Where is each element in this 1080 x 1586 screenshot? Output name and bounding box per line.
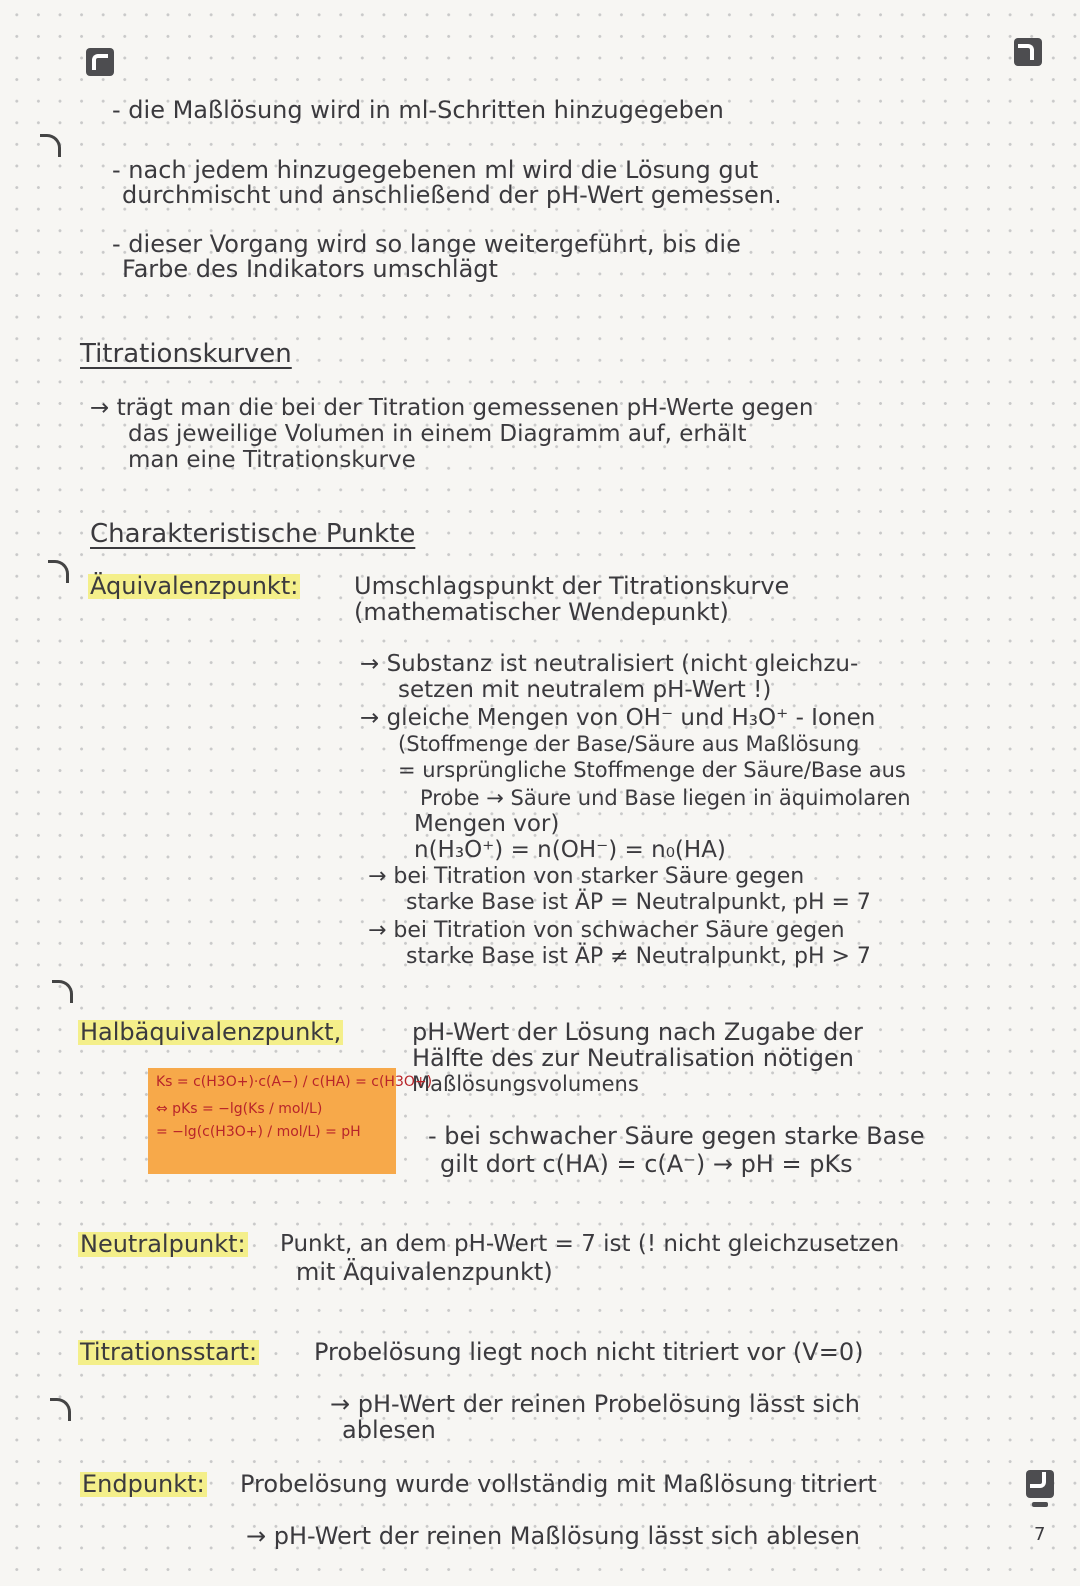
formula-box [148, 1068, 433, 1174]
neutral-point-def-1: Punkt, an dem pH-Wert = 7 ist (! nicht gleichzusetzen [280, 1231, 900, 1257]
titration-start-note-1: → pH-Wert der reinen Probelösung lässt sich [330, 1390, 861, 1418]
term-equivalence-point: Äquivalenzpunkt: [90, 572, 299, 600]
half-equivalence-note-2: gilt dort c(HA) = c(A⁻) → pH = pKs [440, 1150, 853, 1178]
section-heading-characteristic-points: Charakteristische Punkte [90, 519, 416, 549]
end-point-def: Probelösung wurde vollständig mit Maßlösung titriert [240, 1470, 877, 1498]
term-half-equivalence-point: Halbäquivalenzpunkt, [80, 1018, 342, 1046]
intro-step-1: - die Maßlösung wird in ml-Schritten hinzugegeben [112, 96, 724, 124]
top-left-corner-icon [86, 48, 114, 76]
equivalence-note-7: Mengen vor) [414, 811, 560, 837]
half-equivalence-note-1: - bei schwacher Säure gegen starke Base [428, 1122, 925, 1150]
page-marker-bar-icon [1032, 1502, 1048, 1507]
equivalence-note-6: Probe → Säure und Base liegen in äquimolaren [420, 786, 911, 810]
intro-step-2b: durchmischt und anschließend der pH-Wert gemessen. [122, 181, 782, 209]
formula-ks: Ks = c(H3O+)·c(A−) / c(HA) = c(H3O+) [156, 1074, 433, 1090]
equivalence-note-2: setzen mit neutralem pH-Wert !) [398, 677, 772, 703]
margin-hook-icon [48, 560, 69, 583]
equivalence-note-5: = ursprüngliche Stoffmenge der Säure/Base aus [398, 758, 906, 782]
equivalence-note-10: starke Base ist ÄP = Neutralpunkt, pH = 7 [406, 890, 871, 915]
section-heading-titration-curves: Titrationskurven [80, 339, 292, 369]
term-neutral-point: Neutralpunkt: [80, 1230, 246, 1258]
equivalence-note-4: (Stoffmenge der Base/Säure aus Maßlösung [398, 732, 860, 756]
neutral-point-def-2: mit Äquivalenzpunkt) [296, 1258, 553, 1286]
equivalence-point-def-1: Umschlagspunkt der Titrationskurve [354, 572, 790, 600]
equivalence-note-9: → bei Titration von starker Säure gegen [368, 864, 805, 889]
margin-hook-icon [40, 134, 61, 157]
top-right-corner-icon [1014, 38, 1042, 66]
half-equivalence-def-3: Maßlösungsvolumens [412, 1072, 639, 1096]
page-number: 7 [1034, 1524, 1046, 1545]
bottom-right-corner-icon [1026, 1470, 1054, 1498]
margin-hook-icon [52, 980, 73, 1003]
equivalence-note-11: → bei Titration von schwacher Säure gegen [368, 918, 845, 943]
equivalence-note-8: n(H₃O⁺) = n(OH⁻) = n₀(HA) [414, 837, 726, 863]
term-end-point: Endpunkt: [82, 1470, 205, 1498]
titration-curves-line-3: man eine Titrationskurve [128, 447, 416, 473]
half-equivalence-def-2: Hälfte des zur Neutralisation nötigen [412, 1044, 854, 1072]
equivalence-note-12: starke Base ist ÄP ≠ Neutralpunkt, pH > 7 [406, 944, 871, 969]
equivalence-point-def-2: (mathematischer Wendepunkt) [354, 598, 729, 626]
end-point-note: → pH-Wert der reinen Maßlösung lässt sich ablesen [246, 1522, 860, 1550]
titration-start-def: Probelösung liegt noch nicht titriert vor (V=0) [314, 1338, 864, 1366]
titration-curves-line-1: → trägt man die bei der Titration gemessenen pH-Werte gegen [90, 395, 814, 421]
equivalence-note-3: → gleiche Mengen von OH⁻ und H₃O⁺ - Ionen [360, 705, 876, 731]
formula-ph: = −lg(c(H3O+) / mol/L) = pH [156, 1124, 361, 1140]
formula-pks: ⇔ pKs = −lg(Ks / mol/L) [156, 1101, 323, 1117]
titration-curves-line-2: das jeweilige Volumen in einem Diagramm auf, erhält [128, 421, 747, 447]
term-titration-start: Titrationsstart: [80, 1338, 258, 1366]
titration-start-note-2: ablesen [342, 1416, 436, 1444]
equivalence-note-1: → Substanz ist neutralisiert (nicht gleichzu- [360, 651, 859, 677]
intro-step-2: - nach jedem hinzugegebenen ml wird die Lösung gut [112, 156, 759, 184]
intro-step-3: - dieser Vorgang wird so lange weitergeführt, bis die [112, 230, 741, 258]
intro-step-3b: Farbe des Indikators umschlägt [122, 255, 498, 283]
margin-hook-icon [50, 1398, 71, 1421]
half-equivalence-def-1: pH-Wert der Lösung nach Zugabe der [412, 1018, 863, 1046]
